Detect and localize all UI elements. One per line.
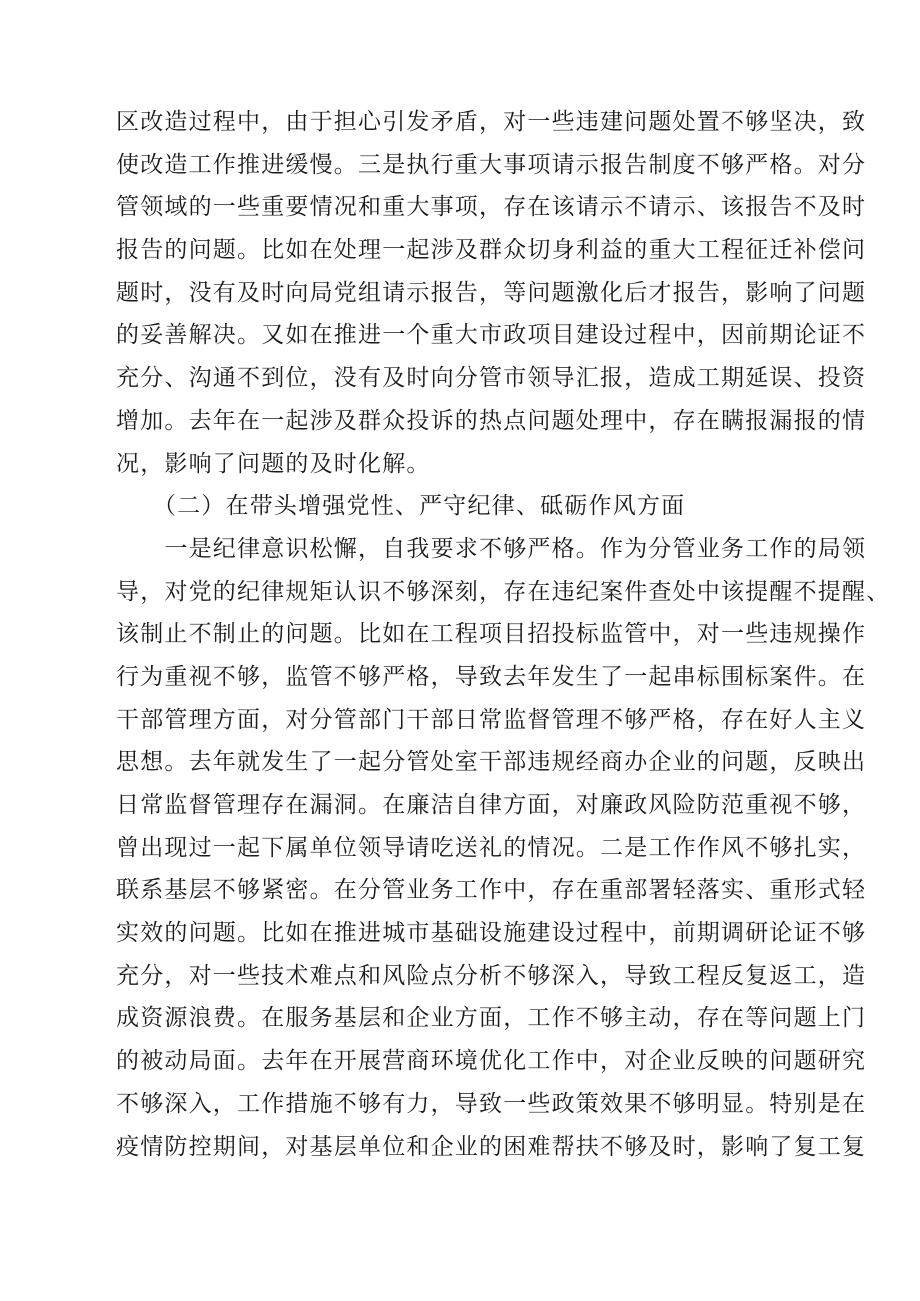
text-line: 充分，对一些技术难点和风险点分析不够深入，导致工程反复返工，造 bbox=[116, 962, 867, 989]
text-line: 的被动局面。去年在开展营商环境优化工作中，对企业反映的问题研究 bbox=[116, 1048, 867, 1075]
body-text bbox=[116, 101, 891, 1168]
text-line: 曾出现过一起下属单位领导请吃送礼的情况。二是工作作风不够扎实， bbox=[116, 834, 867, 861]
text-line: 增加。去年在一起涉及群众投诉的热点问题处理中，存在瞒报漏报的情 bbox=[116, 407, 867, 434]
text-line: 况，影响了问题的及时化解。 bbox=[116, 450, 431, 477]
text-line: 报告的问题。比如在处理一起涉及群众切身利益的重大工程征迁补偿问 bbox=[116, 237, 867, 264]
text-line: 管领域的一些重要情况和重大事项，存在该请示不请示、该报告不及时 bbox=[116, 194, 867, 221]
text-line: 实效的问题。比如在推进城市基础设施建设过程中，前期调研论证不够 bbox=[116, 920, 867, 947]
text-line: 该制止不制止的问题。比如在工程项目招投标监管中，对一些违规操作 bbox=[116, 621, 867, 648]
text-line: 思想。去年就发生了一起分管处室干部违规经商办企业的问题，反映出 bbox=[116, 749, 867, 776]
text-line: 疫情防控期间，对基层单位和企业的困难帮扶不够及时，影响了复工复 bbox=[116, 1133, 867, 1160]
text-line: 导，对党的纪律规矩认识不够深刻，存在违纪案件查处中该提醒不提醒、 bbox=[116, 578, 891, 605]
text-line: 题时，没有及时向局党组请示报告，等问题激化后才报告，影响了问题 bbox=[116, 279, 867, 306]
text-line: 充分、沟通不到位，没有及时向分管市领导汇报，造成工期延误、投资 bbox=[116, 365, 867, 392]
text-line: 的妥善解决。又如在推进一个重大市政项目建设过程中，因前期论证不 bbox=[116, 322, 867, 349]
text-line: 日常监督管理存在漏洞。在廉洁自律方面，对廉政风险防范重视不够， bbox=[116, 792, 867, 818]
text-line: 一是纪律意识松懈，自我要求不够严格。作为分管业务工作的局领 bbox=[116, 535, 867, 562]
text-line: 区改造过程中，由于担心引发矛盾，对一些违建问题处置不够坚决，致 bbox=[116, 109, 867, 135]
text-line: 成资源浪费。在服务基层和企业方面，工作不够主动，存在等问题上门 bbox=[116, 1005, 867, 1032]
text-line: 联系基层不够紧密。在分管业务工作中，存在重部署轻落实、重形式轻 bbox=[116, 877, 867, 904]
text-line: 使改造工作推进缓慢。三是执行重大事项请示报告制度不够严格。对分 bbox=[116, 151, 867, 178]
section-heading: （二）在带头增强党性、严守纪律、砥砺作风方面 bbox=[116, 493, 686, 520]
text-line: 行为重视不够，监管不够严格，导致去年发生了一起串标围标案件。在 bbox=[116, 663, 867, 690]
text-line: 干部管理方面，对分管部门干部日常监督管理不够严格，存在好人主义 bbox=[116, 706, 867, 733]
text-line: 不够深入，工作措施不够有力，导致一些政策效果不够明显。特别是在 bbox=[116, 1090, 867, 1117]
